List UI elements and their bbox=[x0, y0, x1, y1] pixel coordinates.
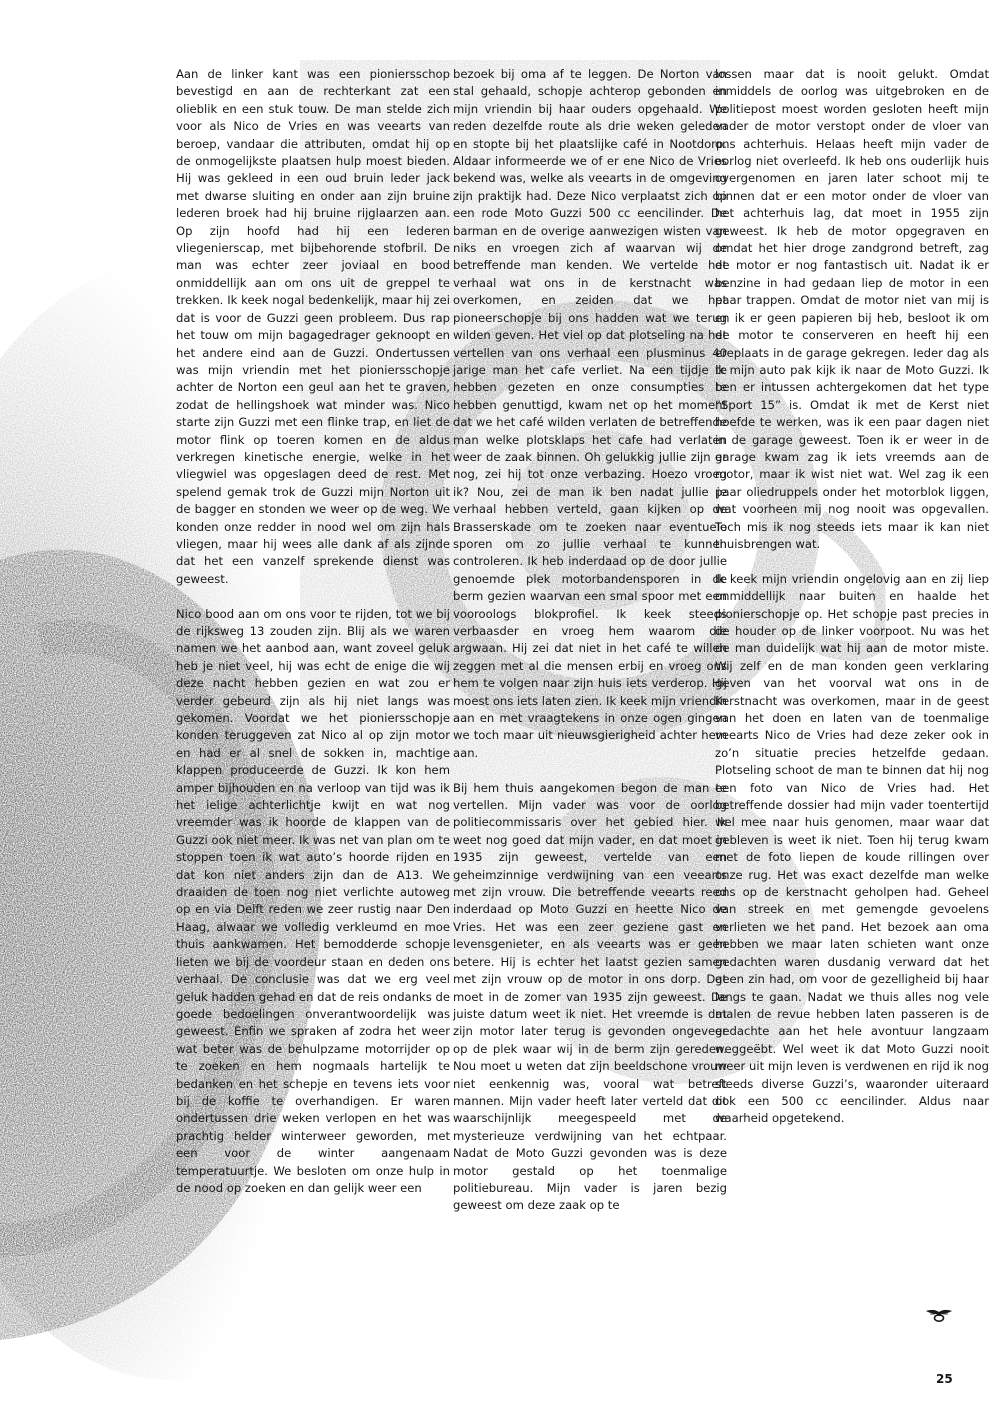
winged-emblem-icon bbox=[924, 1306, 954, 1324]
paragraph: bezoek bij oma af te leggen. De Norton van stal gehaald, schopje achterop gebonden en mijn vriendin bij haar ouders opgehaald. We reden dezelfde route als drie weken geleden en stopte bij het plaatslijke café in Nootdorp. Aldaar informeerde we of er ene Nico de Vries bekend was, welke als veearts in de omgeving zijn praktijk had. Deze Nico verplaatst zich op een rode Moto Guzzi 500 cc eencilinder. De barman en de overige aanwezigen wisten van niks en vroegen zich af waarvan wij de betreffende man kenden. We vertelde het verhaal wat ons in de kerstnacht was overkomen, en zeiden dat we het pioneerschopje bij ons hadden wat we terug wilden geven. Het viel op dat plotseling na het vertellen van ons verhaal een plusminus 40 jarige man het cafe verliet. Na een tijdje te hebben gezeten en onze consumpties te hebben genuttigd, kwam net op het moment dat we het café wilden verlaten de betreffende man welke plotsklaps het cafe had verlaten weer de zaak binnen. Oh gelukkig jullie zijn er nog, zei hij tot onze verbazing. Hoezo vroeg ik? Nou, zei de man ik ben nadat jullie je verhaal hebben verteld, gaan kijken op de Brasserskade om te zoeken naar eventuele sporen om zo jullie verhaal te kunnen controleren. Ik heb inderdaad op de door jullie genoemde plek motorbandensporen in de berm gezien waarvan een smal spoor met een vooroologs blokprofiel. Ik keek steeds verbaasder en vroeg hem waarom die argwaan. Hij zei dat niet in het café te willen zeggen met al die mensen erbij en vroeg ons hem te volgen naar zijn huis iets verderop. Hij moest ons iets laten zien. Ik keek mijn vriendin aan en met vraagtekens in onze ogen gingen we toch maar uit nieuwsgierigheid achter hem aan. bbox=[453, 67, 727, 760]
paragraph: lossen maar dat is nooit gelukt. Omdat inmiddels de oorlog was uitgebroken en de politiepost moest worden gesloten heeft mijn vader de motor verstopt onder de vloer van ons achterhuis. Helaas heeft mijn vader de oorlog niet overleefd. Ik heb ons ouderlijk huis overgenomen en jaren later schoot mij te binnen dat er een motor onder de vloer van het achterhuis lag, dat moet in 1955 zijn geweest. Ik heb de motor opgegraven en omdat het hier droge zandgrond betreft, zag de motor er nog fantastisch uit. Nadat ik er benzine in had gedaan liep de motor in een paar trappen. Omdat de motor niet van mij is en ik er geen papieren bij heb, besloot ik om de motor te conserveren en heeft hij een ereplaats in de garage gekregen. Ieder dag als ik mijn auto pak kijk ik naar de Moto Guzzi. Ik ben er intussen achtergekomen dat het type “Sport 15” is. Omdat ik met de Kerst niet hoefde te werken, was ik een paar dagen niet in de garage geweest. Toen ik er weer in de garage kwam zag ik iets vreemds aan de motor, maar ik wist niet wat. Wel zag ik een paar oliedruppels onder het motorblok liggen, wat voorheen mij nog nooit was opgevallen. Toch mis ik nog steeds iets maar ik kan niet thuisbrengen wat. bbox=[715, 67, 989, 551]
article-column-3 bbox=[715, 66, 989, 1128]
paragraph: Aan de linker kant was een pioniersschop bevestigd en aan de rechterkant zat een olieblik en een stuk touw. De man stelde zich voor als Nico de Vries en was veearts van beroep, vandaar die attributen, omdat hij op de onmogelijkste plaatsen hulp moest bieden. Hij was gekleed in een oud bruin leder jack met dwarse sluiting en onder aan zijn bruine lederen broek had hij bruine rijglaarzen aan. Op zijn hoofd had hij een lederen vliegenierscap, met bijbehorende stofbril. De man was echter zeer joviaal en bood onmiddellijk aan om ons uit de greppel te trekken. Ik keek nogal bedenkelijk, maar hij zei dat is voor de Guzzi geen probleem. Dus rap het touw om mijn bagagedrager geknoopt en het andere eind aan de Guzzi. Ondertussen was mijn vriendin met het pioniersschopje achter de Norton een geul aan het te graven, zodat de hellingshoek wat minder was. Nico starte zijn Guzzi met een flinke trap, en liet de motor flink op toeren komen en de aldus verkregen kinetische energie, welke in het vliegwiel was opgeslagen deed de rest. Met spelend gemak trok de Guzzi mijn Norton uit de bagger en stonden we weer op de weg. We konden onze redder in nood wel om zijn hals vliegen, maar hij wees alle dank af als zijnde dat het een vanzelf sprekende dienst was geweest. bbox=[176, 67, 450, 586]
article-column-2 bbox=[453, 66, 727, 1215]
paragraph: Bij hem thuis aangekomen begon de man te vertellen. Mijn vader was voor de oorlog politiecommissaris over het gebied hier. Ik weet nog goed dat mijn vader, en dat moet in 1935 zijn geweest, vertelde van een geheimzinnige verdwijning van een veearts met zijn vrouw. Die betreffende veearts reed inderdaad op Moto Guzzi en heette Nico de Vries. Het was een zeer geziene gast en levensgenieter, en als veearts was er geen betere. Hij is echter het laatst gezien samen met zijn vrouw op de motor in ons dorp. Dat moet in de zomer van 1935 zijn geweest. De juiste datum weet ik niet. Het vreemde is dat zijn motor later terug is gevonden ongeveer op de plek waar wij in de berm zijn gereden. Nou moet u weten dat zijn beeldschone vrouw niet eenkennig was, vooral wat betreft mannen. Mijn vader heeft later verteld dat dit waarschijnlijk meegespeeld met de mysterieuze verdwijning van het echtpaar. Nadat de Moto Guzzi gevonden was is deze motor gestald op het toenmalige politiebureau. Mijn vader is jaren bezig geweest om deze zaak op te bbox=[453, 780, 727, 1213]
page-number: 25 bbox=[936, 1372, 953, 1386]
paragraph: Ik keek mijn vriendin ongelovig aan en zij liep onmiddellijk naar buiten en haalde het pionierschopje op. Het schopje past precies in de houder op de linker voorpoot. Nu was het de man duidelijk wat hij aan de motor miste. Wij zelf en de man konden geen verklaring geven van het voorval wat ons in de Kerstnacht was overkomen, maar in de geest van het doen en laten van de toenmalige veearts Nico de Vries had deze zeker ook in zo’n situatie precies hetzelfde gedaan. Plotseling schoot de man te binnen dat hij nog een foto van Nico de Vries had. Het betreffende dossier had mijn vader toentertijd wel mee naar huis genomen, maar waar dat gebleven is weet ik niet. Toen hij terug kwam met de foto liepen de koude rillingen over onze rug. Het was exact dezelfde man welke ons op de kerstnacht geholpen had. Geheel van streek en met gemengde gevoelens verlieten we het pand. Het bezoek aan oma hebben we maar laten schieten want onze gedachten waren dusdanig verward dat het geen zin had, om voor de gezelligheid bij haar langs te gaan. Nadat we thuis alles nog vele malen de revue hebben laten passeren is de gedachte aan het hele avontuur langzaam weggeëbt. Wel weet ik dat Moto Guzzi nooit meer uit mijn leven is verdwenen en rijd ik nog steeds diverse Guzzi’s, waaronder uiteraard ook een 500 cc eencilinder. Aldus naar waarheid opgetekend. bbox=[715, 571, 989, 1126]
article-column-1 bbox=[176, 66, 450, 1197]
paragraph: Nico bood aan om ons voor te rijden, tot we bij de rijksweg 13 zouden zijn. Blij als we waren namen we het aanbod aan, want zoveel geluk heb je niet veel, hij was echt de enige die wij deze nacht hebben gezien en wat zou er verder gebeurd zijn als hij niet langs was gekomen. Voordat we het pioniersschopje konden teruggeven zat Nico al op zijn motor en had er al snel de sokken in, machtige klappen produceerde de Guzzi. Ik kon hem amper bijhouden en na verloop van tijd was ik het ielige achterlichtje kwijt en wat nog vreemder was ik hoorde de klappen van de Guzzi ook niet meer. Ik was net van plan om te stoppen toen ik wat auto’s hoorde rijden en dat kon niet anders zijn dan de A13. We draaiden de toen nog niet verlichte autoweg op en via Delft reden we zeer rustig naar Den Haag, alwaar we volledig verkleumd en moe thuis aankwamen. Het bemodderde schopje lieten we bij de voordeur staan en deden ons verhaal. De conclusie was dat we erg veel geluk hadden gehad en dat de reis ondanks de goede bedoelingen onverantwoordelijk was geweest. Enfin we spraken af zodra het weer wat beter was de behulpzame motorrijder op te zoeken en hem nogmaals hartelijk te bedanken en het schepje en tevens iets voor bij de koffie te overhandigen. Er waren ondertussen drie weken verlopen en het was prachtig helder winterweer geworden, met een voor de winter aangenaam temperatuurtje. We besloten om onze hulp in de nood op zoeken en dan gelijk weer een bbox=[176, 606, 450, 1195]
